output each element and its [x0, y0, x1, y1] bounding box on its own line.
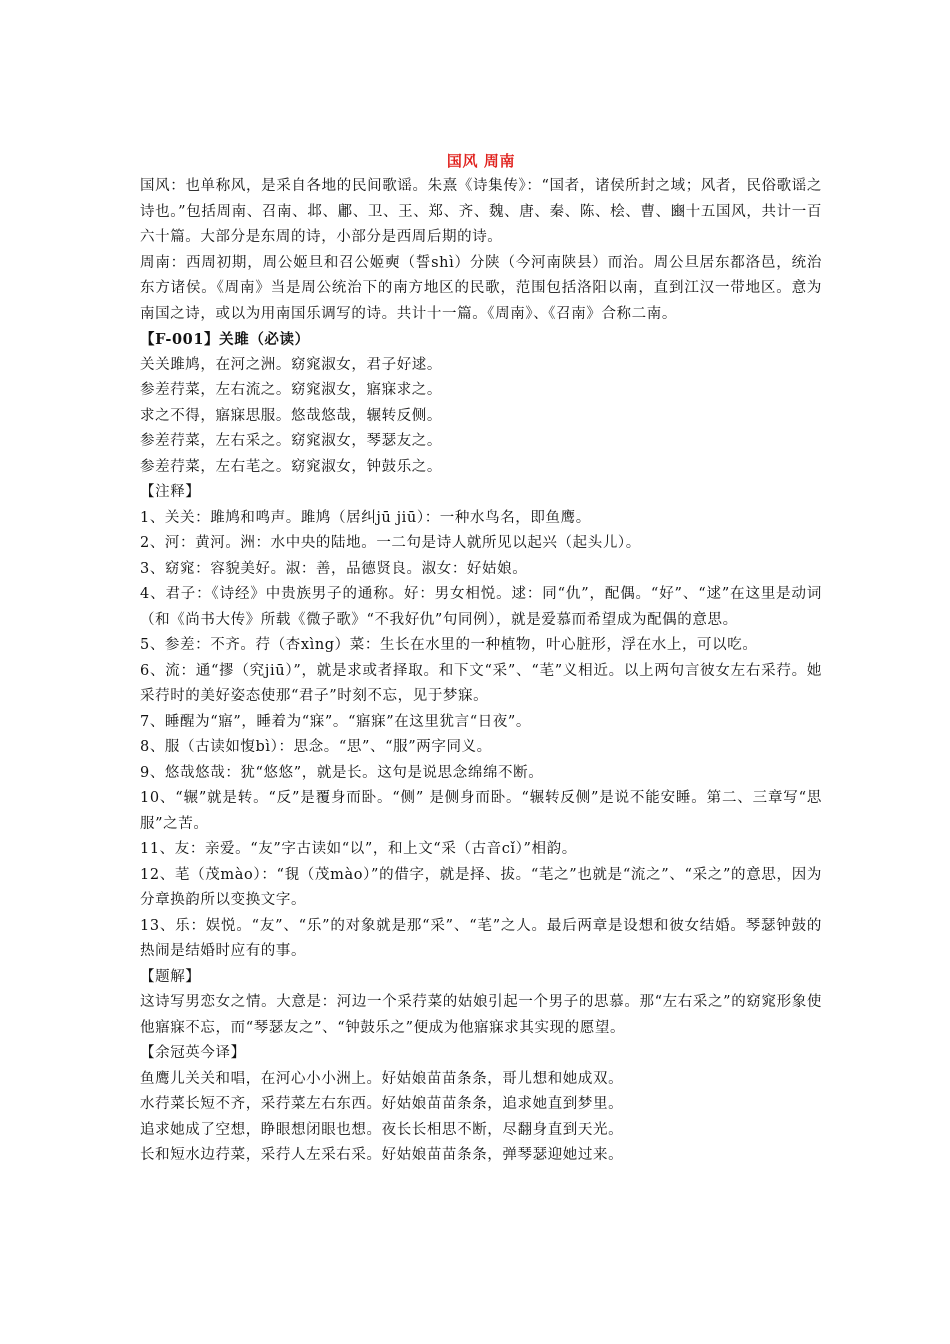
translation-line: 水荇菜长短不齐，采荇菜左右东西。好姑娘苗苗条条，追求她直到梦里。: [140, 1096, 624, 1112]
translation-line: 鱼鹰儿关关和唱，在河心小小洲上。好姑娘苗苗条条，哥儿想和她成双。: [140, 1070, 624, 1087]
document-page: [140, 150, 822, 1169]
note-item: 3、窈窕：容貌美好。淑：善，品德贤良。淑女：好姑娘。: [140, 560, 528, 577]
translation-line: 长和短水边荇菜，采荇人左采右采。好姑娘苗苗条条，弹琴瑟迎她过来。: [140, 1147, 624, 1163]
poem-line: 参差荇菜，左右采之。窈窕淑女，琴瑟友之。: [140, 433, 442, 449]
intro-guofeng-paragraph: 国风：也单称风，是采自各地的民间歌谣。朱熹《诗集传》：“国者，诸侯所封之域；风者，民俗歌谣之诗也。”包括周南、召南、邶、鄘、卫、王、郑、齐、魏、唐、秦、陈、桧、曹、豳十五国风，共计一百六十篇。大部分是东周的诗，小部分是西周后期的诗。: [140, 178, 822, 245]
poem-line: 求之不得，寤寐思服。悠哉悠哉，辗转反侧。: [140, 407, 442, 424]
poem-heading: 【F-001】关雎（必读）: [140, 331, 310, 348]
theme-paragraph: 这诗写男恋女之情。大意是：河边一个采荇菜的姑娘引起一个男子的思慕。那“左右采之”的窈窕形象使他寤寐不忘，而“琴瑟友之”、“钟鼓乐之”便成为他寤寐求其实现的愿望。: [140, 994, 822, 1036]
poem-line: 关关雎鸠，在河之洲。窈窕淑女，君子好逑。: [140, 356, 442, 373]
note-item: 2、河：黄河。洲：水中央的陆地。一二句是诗人就所见以起兴（起头儿）。: [140, 535, 641, 551]
note-item: 6、流：通“摎（究jiū）”，就是求或者择取。和下文“采”、“芼”义相近。以上两句言彼女左右采荇。她采荇时的美好姿态使那“君子”时刻不忘，见于梦寐。: [140, 662, 822, 704]
note-item: 12、芼（茂mào）：“覒（茂mào）”的借字，就是择、拔。“芼之”也就是“流之”、“采之”的意思，因为分章换韵所以变换文字。: [140, 866, 822, 908]
note-item: 13、乐：娱悦。“友”、“乐”的对象就是那“采”、“芼”之人。最后两章是设想和彼女结婚。琴瑟钟鼓的热闹是结婚时应有的事。: [140, 917, 822, 959]
note-item: 7、睡醒为“寤”，睡着为“寐”。“寤寐”在这里犹言“日夜”。: [140, 713, 532, 730]
poem-line: 参差荇菜，左右芼之。窈窕淑女，钟鼓乐之。: [140, 458, 442, 475]
theme-heading: 【题解】: [140, 968, 201, 985]
note-item: 4、君子：《诗经》中贵族男子的通称。好：男女相悦。逑：同“仇”，配偶。“好”、“逑”在这里是动词（和《尚书大传》所载《微子歌》“不我好仇”句同例），就是爱慕而希望成为配偶的意思。: [140, 586, 822, 628]
note-item: 8、服（古读如愎bì）：思念。“思”、“服”两字同义。: [140, 739, 492, 755]
translation-heading: 【余冠英今译】: [140, 1045, 246, 1061]
intro-zhounan-paragraph: 周南：西周初期，周公姬旦和召公姬奭（誓shì）分陕（今河南陕县）而治。周公旦居东都洛邑，统治东方诸侯。《周南》当是周公统治下的南方地区的民歌，范围包括洛阳以南，直到江汉一带地区。意为南国之诗，或以为用南国乐调写的诗。共计十一篇。《周南》、《召南》合称二南。: [140, 254, 822, 322]
note-item: 11、友：亲爱。“友”字古读如“以”，和上文“采（古音cǐ）”相韵。: [140, 841, 577, 857]
poem-line: 参差荇菜，左右流之。窈窕淑女，寤寐求之。: [140, 382, 442, 398]
notes-heading: 【注释】: [140, 484, 201, 500]
note-item: 9、悠哉悠哉：犹“悠悠”，就是长。这句是说思念绵绵不断。: [140, 764, 544, 781]
note-item: 5、参差：不齐。荇（杏xìng）菜：生长在水里的一种植物，叶心脏形，浮在水上，可以吃。: [140, 637, 758, 653]
note-item: 1、关关：雎鸠和鸣声。雎鸠（居纠jū jiū）：一种水鸟名，即鱼鹰。: [140, 509, 591, 526]
note-item: 10、“辗”就是转。“反”是覆身而卧。“侧” 是侧身而卧。“辗转反侧”是说不能安睡。第二、三章写“思服”之苦。: [140, 790, 822, 832]
document-title: 国风 周南: [446, 152, 516, 170]
translation-line: 追求她成了空想，睁眼想闭眼也想。夜长长相思不断，尽翻身直到天光。: [140, 1121, 624, 1138]
